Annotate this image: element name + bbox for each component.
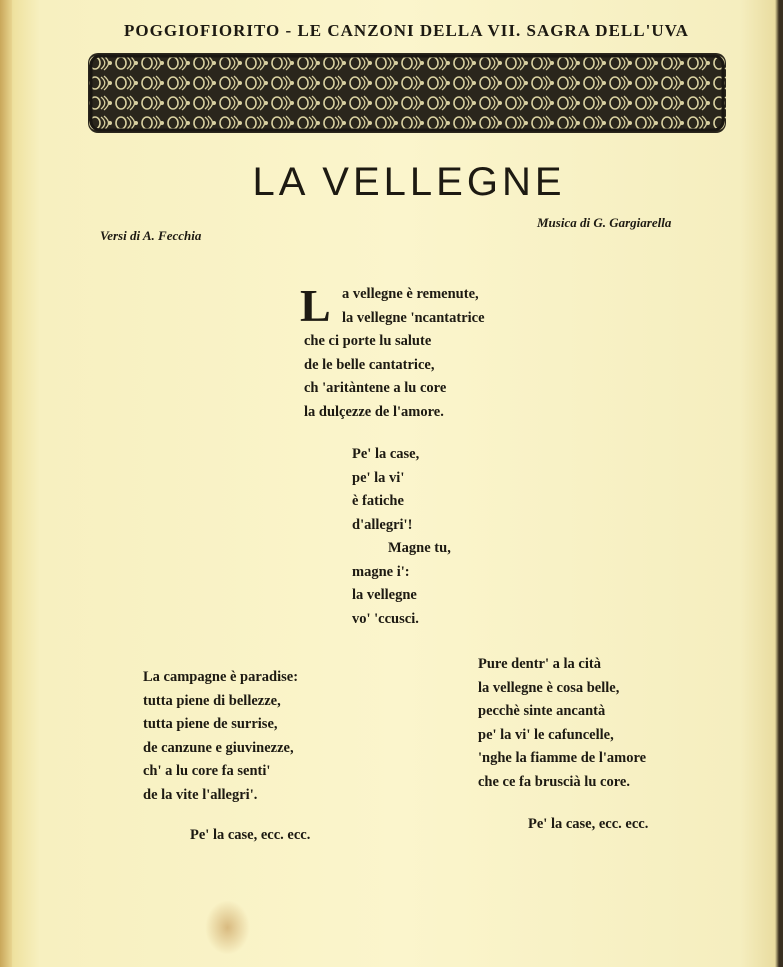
stanza-3 — [478, 653, 646, 794]
verse-line: la vellegne — [352, 587, 417, 603]
verse-line: 'nghe la fiamme de l'amore — [478, 750, 647, 766]
refrain-reference: Pe' la case, ecc. ecc. — [190, 827, 311, 843]
verse-line: vo' 'ccusci. — [352, 610, 419, 627]
verse-line: a vellegne è remenute, — [342, 286, 479, 302]
page-edge — [0, 0, 12, 967]
verse-line: che ce fa bruscià lu core. — [478, 773, 630, 790]
verse-line: pe' la vi' le cafuncelle, — [478, 726, 614, 743]
verse-line: la vellegne è cosa belle, — [478, 679, 620, 696]
verse-line: tutta piene di bellezze, — [143, 692, 281, 709]
paper-stain — [205, 900, 250, 955]
page-header: POGGIOFIORITO - LE CANZONI DELLA VII. SAGRA DELL'UVA — [124, 21, 689, 40]
stanza-1 — [304, 283, 485, 424]
music-credit: Musica di G. Gargiarella — [537, 215, 672, 230]
verse-line: pecchè sinte ancantà — [478, 703, 606, 719]
refrain — [352, 443, 451, 631]
verse-line: che ci porte lu salute — [304, 333, 432, 349]
verse-line: d'allegri'! — [352, 516, 413, 533]
verse-line: la vellegne 'ncantatrice — [342, 309, 485, 326]
drop-cap-letter: L — [300, 280, 331, 331]
verse-line: Magne tu, — [388, 540, 451, 556]
verse-line: ch 'aritàntene a lu core — [304, 380, 447, 396]
lyrics-credit: Versi di A. Fecchia — [100, 228, 202, 243]
stanza-2 — [143, 666, 298, 807]
verse-line: La campagne è paradise: — [143, 669, 299, 685]
verse-line: de canzune e giuvinezze, — [143, 739, 294, 756]
verse-line: de le belle cantatrice, — [304, 356, 435, 373]
verse-line: Pure dentr' a la cità — [478, 656, 601, 672]
ornamental-border — [88, 53, 726, 133]
verse-line: è fatiche — [352, 493, 404, 509]
verse-line: magne i': — [352, 563, 410, 580]
verse-line: Pe' la case, — [352, 446, 420, 462]
verse-line: pe' la vi' — [352, 469, 405, 486]
verse-line: ch' a lu core fa senti' — [143, 763, 271, 779]
verse-line: de la vite l'allegri'. — [143, 786, 258, 803]
verse-line: tutta piene de surrise, — [143, 716, 278, 732]
refrain-reference: Pe' la case, ecc. ecc. — [528, 816, 649, 832]
verse-line: la dulçezze de l'amore. — [304, 403, 444, 420]
song-title: LA VELLEGNE — [252, 160, 566, 204]
